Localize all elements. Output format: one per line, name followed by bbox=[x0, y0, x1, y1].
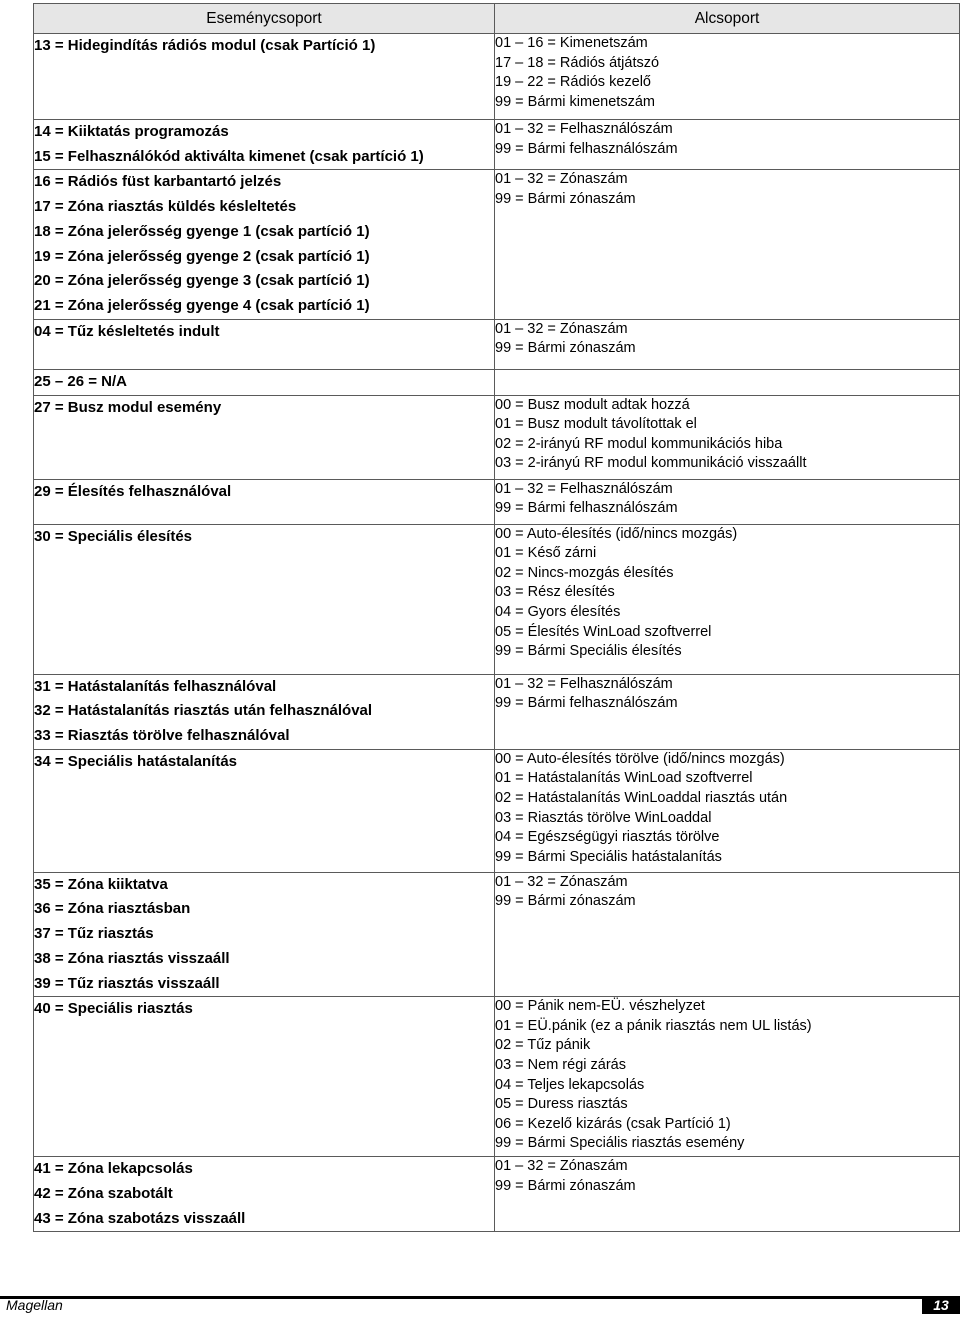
event-group-entry: 13 = Hidegindítás rádiós modul (csak Partíció 1) bbox=[34, 37, 376, 54]
sub-group-cell bbox=[495, 369, 960, 395]
event-group-cell bbox=[34, 1157, 495, 1232]
table-row bbox=[34, 120, 960, 170]
sub-group-entry: 19 – 22 = Rádiós kezelő bbox=[495, 74, 651, 91]
event-group-cell bbox=[34, 34, 495, 120]
event-group-entry: 14 = Kiiktatás programozás bbox=[34, 123, 229, 140]
table-header-row bbox=[34, 4, 960, 34]
event-group-entry: 20 = Zóna jelerősség gyenge 3 (csak partíció 1) bbox=[34, 272, 370, 290]
sub-group-entry: 05 = Élesítés WinLoad szoftverrel bbox=[495, 623, 712, 640]
table-row bbox=[34, 319, 960, 369]
sub-group-cell bbox=[495, 170, 960, 319]
sub-group-entry: 01 = Busz modult távolítottak el bbox=[495, 416, 697, 433]
table-row bbox=[34, 674, 960, 749]
event-group-entry: 17 = Zóna riasztás küldés késleltetés bbox=[34, 198, 297, 216]
event-group-entry: 41 = Zóna lekapcsolás bbox=[34, 1160, 193, 1178]
table-row bbox=[34, 997, 960, 1157]
event-group-cell bbox=[34, 872, 495, 997]
sub-group-entry: 01 – 32 = Zónaszám bbox=[495, 320, 628, 337]
sub-group-entry: 01 – 32 = Felhasználószám bbox=[495, 121, 673, 137]
table-row bbox=[34, 395, 960, 479]
event-group-cell bbox=[34, 674, 495, 749]
sub-group-entry: 99 = Bármi zónaszám bbox=[495, 1177, 636, 1194]
event-group-cell bbox=[34, 997, 495, 1157]
sub-group-entry: 17 – 18 = Rádiós átjátszó bbox=[495, 54, 660, 71]
table-row bbox=[34, 479, 960, 524]
table-row bbox=[34, 524, 960, 674]
sub-group-entry: 06 = Kezelő kizárás (csak Partíció 1) bbox=[495, 1115, 731, 1132]
sub-group-entry: 00 = Auto-élesítés törölve (idő/nincs mozgás) bbox=[495, 750, 785, 767]
sub-group-entry: 01 – 32 = Zónaszám bbox=[495, 1158, 628, 1175]
sub-group-entry: 99 = Bármi felhasználószám bbox=[495, 140, 678, 157]
event-group-entry: 04 = Tűz késleltetés indult bbox=[34, 322, 220, 340]
sub-group-entry: 00 = Busz modult adtak hozzá bbox=[495, 396, 690, 413]
event-group-cell bbox=[34, 479, 495, 524]
event-group-entry: 36 = Zóna riasztásban bbox=[34, 900, 191, 918]
table-row bbox=[34, 369, 960, 395]
sub-group-cell bbox=[495, 872, 960, 997]
sub-group-cell bbox=[495, 1157, 960, 1232]
event-group-entry: 18 = Zóna jelerősség gyenge 1 (csak partíció 1) bbox=[34, 222, 370, 240]
event-group-cell bbox=[34, 319, 495, 369]
sub-group-entry: 00 = Pánik nem-EÜ. vészhelyzet bbox=[495, 998, 705, 1015]
event-group-table bbox=[33, 3, 960, 1232]
sub-group-entry: 03 = Rész élesítés bbox=[495, 584, 615, 601]
event-group-cell bbox=[34, 120, 495, 170]
sub-group-entry: 99 = Bármi Speciális élesítés bbox=[495, 643, 682, 660]
sub-group-cell bbox=[495, 34, 960, 120]
event-group-entry: 38 = Zóna riasztás visszaáll bbox=[34, 949, 230, 967]
event-group-cell bbox=[34, 749, 495, 872]
sub-group-entry: 04 = Teljes lekapcsolás bbox=[495, 1076, 645, 1093]
table-row bbox=[34, 34, 960, 120]
event-group-entry: 16 = Rádiós füst karbantartó jelzés bbox=[34, 173, 282, 191]
sub-group-entry: 99 = Bármi Speciális riasztás esemény bbox=[495, 1135, 745, 1152]
sub-group-entry: 05 = Duress riasztás bbox=[495, 1096, 628, 1113]
page-number: 13 bbox=[933, 1297, 949, 1313]
sub-group-entry: 02 = Hatástalanítás WinLoaddal riasztás után bbox=[495, 789, 788, 806]
event-group-entry: 21 = Zóna jelerősség gyenge 4 (csak partíció 1) bbox=[34, 296, 370, 314]
sub-group-entry: 02 = Tűz pánik bbox=[495, 1037, 591, 1054]
sub-group-entry: 99 = Bármi zónaszám bbox=[495, 893, 636, 910]
table-row bbox=[34, 749, 960, 872]
event-group-entry: 29 = Élesítés felhasználóval bbox=[34, 482, 232, 500]
event-group-entry: 19 = Zóna jelerősség gyenge 2 (csak partíció 1) bbox=[34, 247, 370, 265]
sub-group-entry: 04 = Egészségügyi riasztás törölve bbox=[495, 829, 720, 846]
sub-group-entry: 03 = 2-irányú RF modul kommunikáció visszaállt bbox=[495, 455, 807, 472]
sub-group-entry: 02 = Nincs-mozgás élesítés bbox=[495, 564, 674, 581]
event-group-entry: 34 = Speciális hatástalanítás bbox=[34, 752, 238, 770]
event-group-entry: 42 = Zóna szabotált bbox=[34, 1184, 173, 1202]
event-group-entry: 39 = Tűz riasztás visszaáll bbox=[34, 974, 220, 992]
sub-group-entry: 00 = Auto-élesítés (idő/nincs mozgás) bbox=[495, 525, 738, 542]
sub-group-entry: 99 = Bármi felhasználószám bbox=[495, 695, 678, 712]
table-row bbox=[34, 170, 960, 319]
sub-group-cell bbox=[495, 395, 960, 479]
sub-group-entry: 03 = Nem régi zárás bbox=[495, 1057, 626, 1074]
event-group-header: Eseménycsoport bbox=[34, 4, 495, 34]
event-group-entry: 25 – 26 = N/A bbox=[34, 372, 127, 390]
event-group-entry: 33 = Riasztás törölve felhasználóval bbox=[34, 727, 290, 745]
event-group-cell bbox=[34, 170, 495, 319]
footer-product-name: Magellan bbox=[6, 1297, 63, 1313]
sub-group-entry: 01 – 32 = Felhasználószám bbox=[495, 675, 673, 692]
sub-group-header: Alcsoport bbox=[495, 4, 960, 34]
sub-group-entry: 99 = Bármi Speciális hatástalanítás bbox=[495, 848, 722, 865]
sub-group-entry: 04 = Gyors élesítés bbox=[495, 604, 621, 620]
event-group-entry: 40 = Speciális riasztás bbox=[34, 1000, 193, 1018]
event-group-entry: 37 = Tűz riasztás bbox=[34, 925, 154, 943]
event-group-entry: 31 = Hatástalanítás felhasználóval bbox=[34, 677, 277, 695]
sub-group-entry: 02 = 2-irányú RF modul kommunikációs hiba bbox=[495, 435, 783, 452]
event-group-entry: 27 = Busz modul esemény bbox=[34, 398, 222, 416]
event-group-entry: 35 = Zóna kiiktatva bbox=[34, 875, 168, 893]
sub-group-cell bbox=[495, 749, 960, 872]
sub-group-entry: 01 = Hatástalanítás WinLoad szoftverrel bbox=[495, 770, 753, 787]
sub-group-cell bbox=[495, 997, 960, 1157]
sub-group-entry: 99 = Bármi zónaszám bbox=[495, 191, 636, 207]
table-row bbox=[34, 1157, 960, 1232]
sub-group-entry: 99 = Bármi zónaszám bbox=[495, 340, 636, 357]
sub-group-entry: 03 = Riasztás törölve WinLoaddal bbox=[495, 809, 712, 826]
sub-group-entry: 01 = EÜ.pánik (ez a pánik riasztás nem UL listás) bbox=[495, 1017, 812, 1034]
sub-group-cell bbox=[495, 479, 960, 524]
event-group-entry: 32 = Hatástalanítás riasztás után felhasználóval bbox=[34, 702, 373, 720]
sub-group-cell bbox=[495, 524, 960, 674]
sub-group-entry: 99 = Bármi kimenetszám bbox=[495, 93, 655, 110]
event-group-cell bbox=[34, 369, 495, 395]
sub-group-entry: 01 – 32 = Zónaszám bbox=[495, 171, 628, 188]
sub-group-cell bbox=[495, 319, 960, 369]
event-group-entry: 15 = Felhasználókód aktiválta kimenet (csak partíció 1) bbox=[34, 147, 424, 165]
event-group-cell bbox=[34, 395, 495, 479]
table-row bbox=[34, 872, 960, 997]
event-group-cell bbox=[34, 524, 495, 674]
sub-group-entry: 01 = Késő zárni bbox=[495, 545, 597, 562]
sub-group-entry: 01 – 32 = Zónaszám bbox=[495, 873, 628, 890]
sub-group-cell bbox=[495, 120, 960, 170]
page-footer bbox=[0, 1296, 960, 1314]
sub-group-entry: 99 = Bármi felhasználószám bbox=[495, 500, 678, 517]
sub-group-cell bbox=[495, 674, 960, 749]
event-group-entry: 43 = Zóna szabotázs visszaáll bbox=[34, 1209, 246, 1227]
footer-rule bbox=[0, 1296, 960, 1299]
sub-group-entry: 01 – 16 = Kimenetszám bbox=[495, 35, 648, 51]
event-group-entry: 30 = Speciális élesítés bbox=[34, 527, 193, 545]
sub-group-entry: 01 – 32 = Felhasználószám bbox=[495, 480, 673, 497]
